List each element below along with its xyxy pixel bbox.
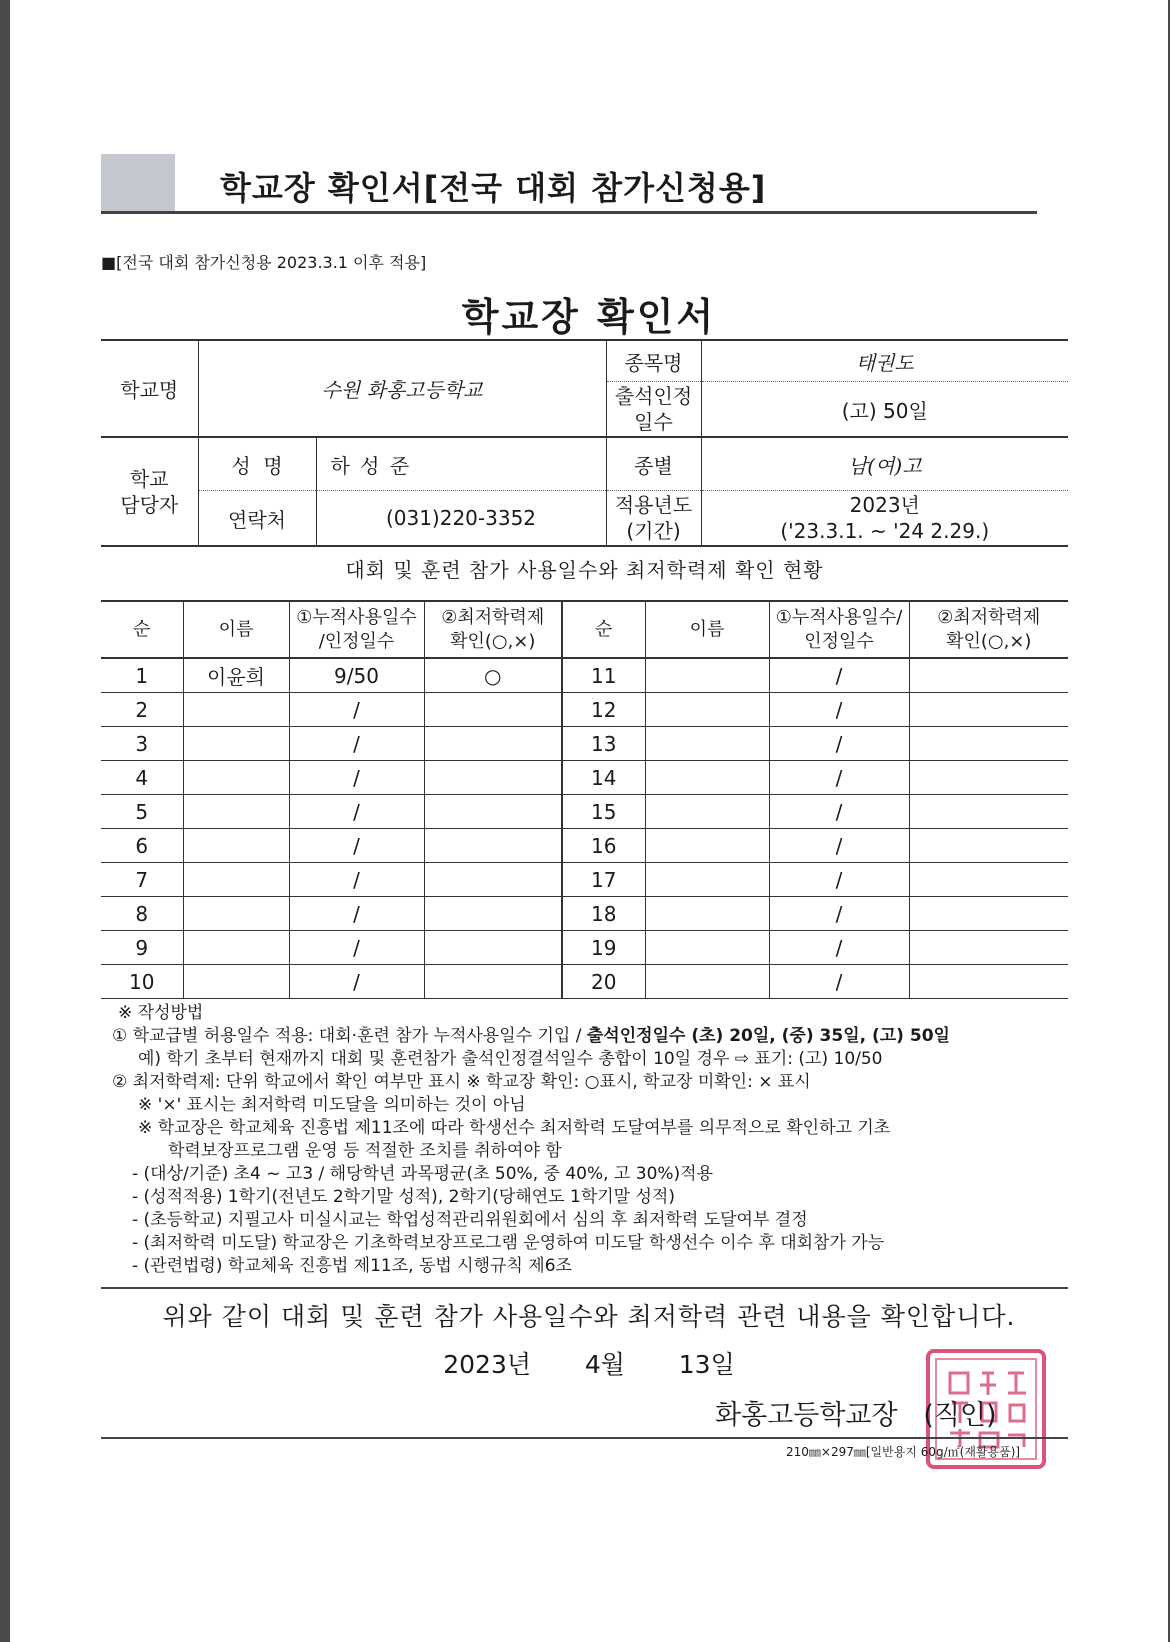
manager-label [101, 437, 198, 546]
scope-note: ■[전국 대회 참가신청용 2023.3.1 이후 적용] [101, 253, 427, 272]
sport-value: 태권도 [701, 340, 1068, 382]
row-no: 7 [101, 863, 183, 897]
row-days-2: / [769, 863, 909, 897]
row-check-2 [909, 761, 1068, 795]
row-no-2: 13 [562, 727, 645, 761]
header-check-line1: ②최저학력제 [441, 606, 545, 628]
row-days-2: / [769, 727, 909, 761]
school-label: 학교명 [120, 378, 179, 402]
row-check-2 [909, 727, 1068, 761]
row-check [424, 829, 562, 863]
row-no-2: 14 [562, 761, 645, 795]
row-name [183, 863, 289, 897]
table-row [101, 931, 1068, 965]
contact-value: (031)220-3352 [316, 491, 606, 547]
info-table [101, 339, 1068, 547]
header-divider [101, 211, 1037, 214]
row-name-2 [645, 761, 769, 795]
gender-value: 남(여)고 [701, 437, 1068, 491]
attendance-label [606, 382, 701, 438]
instruction-note-2b: 학력보장프로그램 운영 등 적절한 조치를 취하여야 함 [168, 1141, 562, 1161]
row-days: / [289, 727, 424, 761]
row-name-2 [645, 863, 769, 897]
row-name [183, 965, 289, 999]
row-days: / [289, 965, 424, 999]
year-label-line1: 적용년도 [614, 493, 693, 517]
row-no: 10 [101, 965, 183, 999]
instruction-item-1-text: ① 학교급별 허용일수 적용: 대회·훈련 참가 누적사용일수 기입 / [112, 1026, 587, 1046]
year-label-line2: (기간) [626, 519, 681, 543]
year-label [606, 491, 701, 547]
row-days-2: / [769, 897, 909, 931]
attendance-label-line2: 일수 [634, 410, 673, 434]
row-check [424, 795, 562, 829]
row-days-2: / [769, 965, 909, 999]
row-days-2: / [769, 761, 909, 795]
manager-label-line1: 학교 [129, 466, 169, 491]
row-check-2 [909, 795, 1068, 829]
row-check-2 [909, 829, 1068, 863]
manager-label-line2: 담당자 [120, 492, 179, 517]
name-value: 하 성 준 [316, 437, 606, 491]
row-no-2: 18 [562, 897, 645, 931]
header-days [289, 601, 424, 658]
instruction-note-2a: ※ 학교장은 학교체육 진흥법 제11조에 따라 학생선수 최저학력 도달여부를 의무적으로 확인하고 기초 [138, 1118, 891, 1138]
row-check [424, 863, 562, 897]
row-no: 1 [101, 658, 183, 693]
row-days-2: / [769, 658, 909, 693]
row-days-2: / [769, 693, 909, 727]
row-check [424, 965, 562, 999]
row-days-2: / [769, 931, 909, 965]
row-no-2: 15 [562, 795, 645, 829]
row-days: / [289, 931, 424, 965]
row-days: / [289, 829, 424, 863]
instruction-example: 예) 학기 초부터 현재까지 대회 및 훈련참가 출석인정결석일수 총합이 10일 경우 ⇨ 표기: (고) 10/50 [138, 1049, 883, 1069]
row-no-2: 16 [562, 829, 645, 863]
row-name-2 [645, 965, 769, 999]
header-days-line1: ①누적사용일수 [296, 606, 417, 628]
name-label: 성 명 [198, 437, 316, 491]
row-name-2 [645, 693, 769, 727]
row-check-2 [909, 897, 1068, 931]
sport-label: 종목명 [606, 340, 701, 382]
row-name-2 [645, 795, 769, 829]
issue-date: 2023년 4월 13일 [443, 1350, 735, 1379]
row-no-2: 12 [562, 693, 645, 727]
attendance-label-line1: 출석인정 [614, 384, 693, 408]
row-no: 6 [101, 829, 183, 863]
table-row [101, 727, 1068, 761]
header-days-2 [769, 601, 909, 658]
row-no: 9 [101, 931, 183, 965]
row-check-2 [909, 863, 1068, 897]
table-row [101, 897, 1068, 931]
row-name-2 [645, 931, 769, 965]
year-value-line2: ('23.3.1. ~ '24 2.29.) [780, 519, 990, 543]
instructions-divider [101, 1287, 1068, 1289]
paper-spec: 210㎜×297㎜[일반용지 60g/㎡(재활용품)] [786, 1445, 1021, 1459]
table-row [101, 829, 1068, 863]
instruction-bullet-2: - (성적적용) 1학기(전년도 2학기말 성적), 2학기(당해연도 1학기말 성적) [132, 1187, 675, 1207]
instruction-item-2: ② 최저학력제: 단위 학교에서 확인 여부만 표시 ※ 학교장 확인: ○표시, 학교장 미확인: × 표시 [112, 1072, 811, 1092]
instruction-bullet-5: - (관련법령) 학교체육 진흥법 제11조, 동법 시행규칙 제6조 [132, 1256, 572, 1276]
header-name: 이름 [183, 601, 289, 658]
header-name-2: 이름 [645, 601, 769, 658]
instruction-bullet-3: - (초등학교) 지필고사 미실시교는 학업성적관리위원회에서 심의 후 최저학력 도달여부 결정 [132, 1210, 808, 1230]
document-title: 학교장 확인서 [461, 295, 717, 339]
row-no: 4 [101, 761, 183, 795]
row-no-2: 20 [562, 965, 645, 999]
row-name-2 [645, 658, 769, 693]
row-no-2: 11 [562, 658, 645, 693]
table-row [101, 693, 1068, 727]
row-name [183, 829, 289, 863]
row-no: 2 [101, 693, 183, 727]
year-value-line1: 2023년 [849, 493, 920, 517]
header-days-line2: /인정일수 [318, 630, 395, 652]
row-name-2 [645, 829, 769, 863]
table-row [101, 965, 1068, 999]
table-header-row [101, 601, 1068, 658]
year-value [701, 491, 1068, 547]
row-days-2: / [769, 829, 909, 863]
instruction-bullet-1: - (대상/기준) 초4 ~ 고3 / 해당학년 과목평균(초 50%, 중 40%, 고 30%)적용 [132, 1164, 714, 1184]
confirmation-statement: 위와 같이 대회 및 훈련 참가 사용일수와 최저학력 관련 내용을 확인합니다. [162, 1302, 1016, 1331]
header-check2-line2: 확인(○,×) [946, 630, 1032, 652]
participation-table [101, 600, 1068, 999]
document-page [10, 0, 1168, 1642]
row-days: / [289, 863, 424, 897]
table-row [101, 658, 1068, 693]
gender-label: 종별 [606, 437, 701, 491]
row-days: / [289, 761, 424, 795]
header-check-line2: 확인(○,×) [450, 630, 536, 652]
row-name: 이윤희 [183, 658, 289, 693]
header-no: 순 [101, 601, 183, 658]
table-row [101, 761, 1068, 795]
row-check-2 [909, 693, 1068, 727]
row-check: ○ [424, 658, 562, 693]
header-check2-line1: ②최저학력제 [937, 606, 1041, 628]
row-check-2 [909, 965, 1068, 999]
table-row [101, 863, 1068, 897]
signature-line: 화홍고등학교장 (직인) [715, 1400, 997, 1431]
header-title: 학교장 확인서[전국 대회 참가신청용] [220, 169, 767, 207]
row-name [183, 931, 289, 965]
row-no: 5 [101, 795, 183, 829]
row-check-2 [909, 658, 1068, 693]
instructions-heading: ※ 작성방법 [118, 1003, 204, 1023]
row-days: / [289, 795, 424, 829]
row-check-2 [909, 931, 1068, 965]
row-name-2 [645, 727, 769, 761]
instructions [112, 1002, 1072, 1278]
row-check [424, 761, 562, 795]
header-check [424, 601, 562, 658]
row-name [183, 897, 289, 931]
table-row [101, 795, 1068, 829]
row-days: / [289, 897, 424, 931]
contact-label: 연락처 [198, 491, 316, 547]
summary-title: 대회 및 훈련 참가 사용일수와 최저학력제 확인 현황 [345, 558, 824, 582]
header-accent-block [101, 154, 175, 213]
row-days: / [289, 693, 424, 727]
header-days2-line1: ①누적사용일수/ [775, 606, 903, 628]
instruction-item-1 [112, 1025, 1072, 1048]
row-name [183, 795, 289, 829]
row-no: 8 [101, 897, 183, 931]
row-name [183, 761, 289, 795]
instruction-bullet-4: - (최저학력 미도달) 학교장은 기초학력보장프로그램 운영하여 미도달 학생선수 이수 후 대회참가 가능 [132, 1233, 885, 1253]
row-check [424, 897, 562, 931]
row-check [424, 727, 562, 761]
row-no-2: 19 [562, 931, 645, 965]
row-days: 9/50 [289, 658, 424, 693]
school-value: 수원 화홍고등학교 [198, 340, 606, 437]
attendance-value: (고) 50일 [701, 382, 1068, 438]
row-no-2: 17 [562, 863, 645, 897]
row-name [183, 727, 289, 761]
row-days-2: / [769, 795, 909, 829]
table-body [101, 658, 1068, 999]
row-no: 3 [101, 727, 183, 761]
instruction-item-1-bold: 출석인정일수 (초) 20일, (중) 35일, (고) 50일 [586, 1026, 950, 1046]
bottom-divider [101, 1437, 1068, 1439]
header-days2-line2: 인정일수 [804, 630, 874, 652]
row-name [183, 693, 289, 727]
row-check [424, 931, 562, 965]
row-name-2 [645, 897, 769, 931]
instruction-note-1: ※ '×' 표시는 최저학력 미도달을 의미하는 것이 아님 [138, 1095, 526, 1115]
row-check [424, 693, 562, 727]
header-no-2: 순 [562, 601, 645, 658]
header-check-2 [909, 601, 1068, 658]
